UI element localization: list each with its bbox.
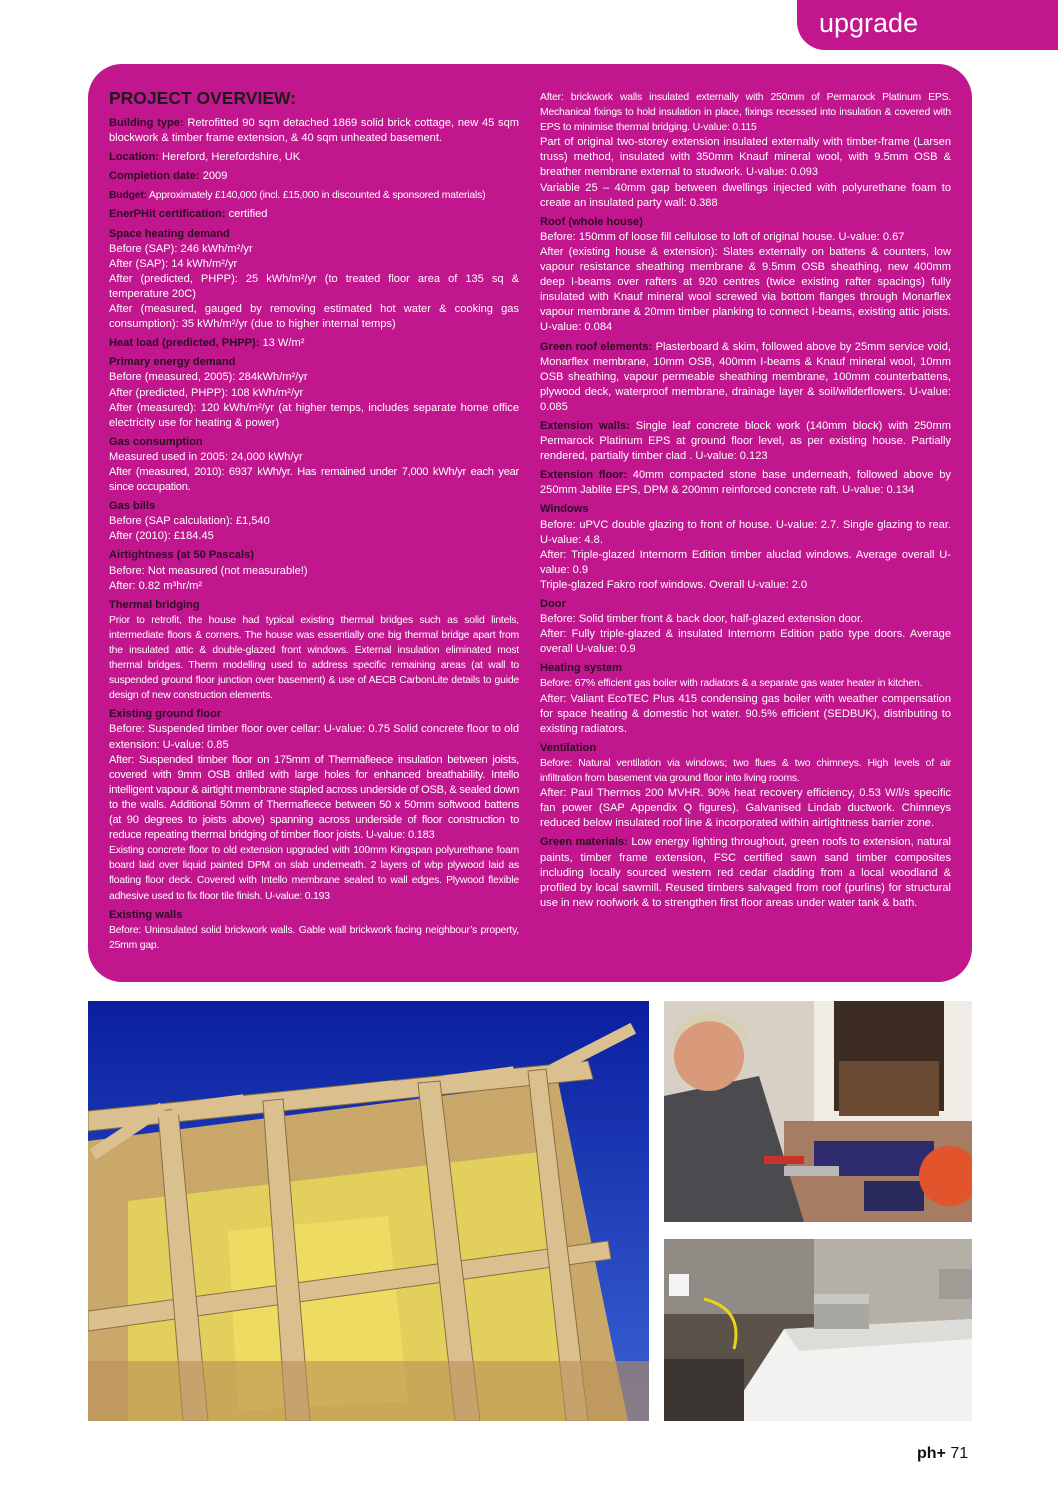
- gas-bills: Gas bills Before (SAP calculation): £1,540 After (2010): £184.45: [109, 500, 270, 543]
- completion-date: Completion date: 2009: [109, 170, 228, 183]
- primary-energy-demand: Primary energy demand Before (measured, 2005): 284kWh/m²/yr After (predicted, PHPP): 108 kWh/m²/yr After (measured): 120 kWh/m²/yr (at higher temps, includes separate home office electricity use for heating & power): [109, 356, 519, 429]
- budget: Budget: Approximately £140,000 (incl. £15,000 in discounted & sponsored materials): [109, 190, 486, 202]
- photo-eps-insulation: [664, 1239, 972, 1421]
- existing-walls: Existing walls Before: Uninsulated solid brickwork walls. Gable wall brickwork facing neighbour’s property, 25mm gap.: [109, 908, 519, 951]
- enerphit-certification: EnerPHit certification: certified: [109, 208, 268, 221]
- ventilation: Ventilation Before: Natural ventilation via windows; two flues & two chimneys. High levels of air infiltration from basement via ground floor into living rooms. After: Paul Thermos 200 MVHR. 90% heat recovery efficiency, 0.53 W/l/s specific fan power (SAP Appendix Q figures). Galvanised Lindab ductwork. Chimneys reduced below insulated roof line & incorporated within airtightness barrier zone.: [540, 741, 951, 830]
- section-tab-label: upgrade: [819, 8, 919, 38]
- magazine-brand: ph+: [917, 1445, 946, 1462]
- overview-column-left: [109, 88, 519, 955]
- airtightness: Airtightness (at 50 Pascals) Before: Not measured (not measurable!) After: 0.82 m³hr/m²: [109, 549, 308, 592]
- space-heating-demand: Space heating demand Before (SAP): 246 kWh/m²/yr After (SAP): 14 kWh/m²/yr After (predicted, PHPP): 25 kWh/m²/yr (to treated floor area of 135 sq & temperature 20C) After (measured, gauged by removing estimated hot water & cooking gas consumption): 35 kWh/m²/yr (due to higher internal temps): [109, 227, 519, 331]
- location: Location: Hereford, Herefordshire, UK: [109, 151, 301, 164]
- green-roof-elements: Green roof elements: Plasterboard & skim, followed above by 25mm service void, Monarflex membrane, 10mm OSB, 400mm I-beams & Knauf mineral wool, 10mm OSB sheathing, vapour permeable sheathing membrane, 100mm counterbattens, plywood deck, waterproof membrane, drainage layer & soil/wilderflowers. U-value: 0.085: [540, 340, 951, 413]
- extension-floor: Extension floor: 40mm compacted stone base underneath, followed above by 250mm Jablite EPS, DPM & 200mm reinforced concrete raft. U-value: 0.134: [540, 469, 951, 497]
- thermal-bridging: Thermal bridging Prior to retrofit, the house had typical existing thermal bridges such as solid lintels, intermediate floors & corners. The house was essentially one big thermal bridge apart from the insulated attic & double-glazed front windows. External insulation eliminated most thermal bridges. Therm modelling used to address specific remaining areas (at wall to suspended ground floor junction over basement) & use of AECB CarbonLite details to guide design of new construction elements.: [109, 598, 519, 702]
- project-overview-panel: [88, 64, 972, 982]
- photo-timber-frame: [88, 1001, 649, 1421]
- existing-walls-continued: After: brickwork walls insulated externally with 250mm of Permarock Platinum EPS. Mechanical fixings to hold insulation in place, fixings recessed into insulation & covered with EPS to minimise thermal bridging. U-value: 0.115 Part of original two-storey extension insulated externally with timber-frame (Larsen truss) method, insulated with 350mm Knauf mineral wool, with 9.5mm OSB & breather membrane external to studwork. U-value: 0.093 Variable 25 – 40mm gap between dwellings injected with polyurethane foam to create an insulated party wall: 0.388: [540, 92, 951, 209]
- green-materials: Green materials: Low energy lighting throughout, green roofs to extension, natural paints, timber frame extension, FSC certified sawn sand timber composites including locally sourced western red cedar cladding from a local woodland & profiled by local sawmill. Reused timbers salvaged from roof (purlins) for structural use in new roofwork & to strengthen first floor areas under water tank & bath.: [540, 836, 951, 909]
- door: Door Before: Solid timber front & back door, half-glazed extension door. After: Fully triple-glazed & insulated Internorm Edition patio type doors. Average overall U-value: 0.9: [540, 598, 951, 656]
- heat-load: Heat load (predicted, PHPP): 13 W/m²: [109, 337, 305, 350]
- existing-ground-floor: Existing ground floor Before: Suspended timber floor over cellar: U-value: 0.75 Solid concrete floor to old extension: U-value: 0.85 After: Suspended timber floor on 175mm of Thermafleece insulation between joists, covered with 9mm OSB drilled with large holes for enhanced breathability. Intello intelligent vapour & airtight membrane stapled across underside of OSB, & sealed down to the walls. Additional 50mm of Thermafleece between 50 x 50mm softwood battens (at 90 degrees to joists above) spanning across underside of floor construction to reduce repeating thermal bridging of timber floor joists. U-value: 0.183 Existing concrete floor to old extension upgraded with 100mm Kingspan polyurethane foam board laid over liquid painted DPM on slab underneath. 2 layers of wbp plywood laid as floating floor deck. Covered with Intello membrane sealed to wall edges. Plywood flexible adhesive used to fix floor tile finish. U-value: 0.193: [109, 708, 519, 902]
- heating-system: Heating system Before: 67% efficient gas boiler with radiators & a separate gas water heater in kitchen. After: Valiant EcoTEC Plus 415 condensing gas boiler with weather compensation for space heating & domestic hot water. 90.5% efficient (SEDBUK), distributing to existing radiators.: [540, 662, 951, 735]
- roof-whole-house: Roof (whole house) Before: 150mm of loose fill cellulose to loft of original house. U-value: 0.67 After (existing house & extension): Slates externally on battens & counters, low vapour resistance sheathing membrane & 9.5mm OSB sheathing, new 400mm deep I-beams over rafters at 920 centres (twice existing rafter spacings) fully insulated with Knauf mineral wool screwed via bottom flanges through Monarflex vapour membrane & 20mm timber planking to connect I-beams, existing attic joists. U-value: 0.084: [540, 215, 951, 334]
- page-folio: [917, 1445, 968, 1463]
- overview-column-right: [540, 90, 951, 915]
- photo-worker-cutting: [664, 1001, 972, 1222]
- windows: Windows Before: uPVC double glazing to front of house. U-value: 2.7. Single glazing to rear. U-value: 4.8. After: Triple-glazed Internorm Edition timber aluclad windows. Average overall U-value: 0.9 Triple-glazed Fakro roof windows. Overall U-value: 2.0: [540, 503, 951, 591]
- extension-walls: Extension walls: Single leaf concrete block work (140mm block) with 250mm Permarock Platinum EPS at ground floor level, as per existing house. Partially rendered, partially timber clad . U-value: 0.123: [540, 419, 951, 463]
- gas-consumption: Gas consumption Measured used in 2005: 24,000 kWh/yr After (measured, 2010): 6937 kWh/yr. Has remained under 7,000 kWh/yr each year since occupation.: [109, 435, 519, 494]
- building-type: Building type: Retrofitted 90 sqm detached 1869 solid brick cottage, new 45 sqm blockwork & timber frame extension, & 40 sqm unheated basement.: [109, 117, 519, 145]
- section-tab: [797, 0, 1058, 50]
- page-number: 71: [950, 1445, 969, 1462]
- overview-title: PROJECT OVERVIEW:: [109, 88, 297, 108]
